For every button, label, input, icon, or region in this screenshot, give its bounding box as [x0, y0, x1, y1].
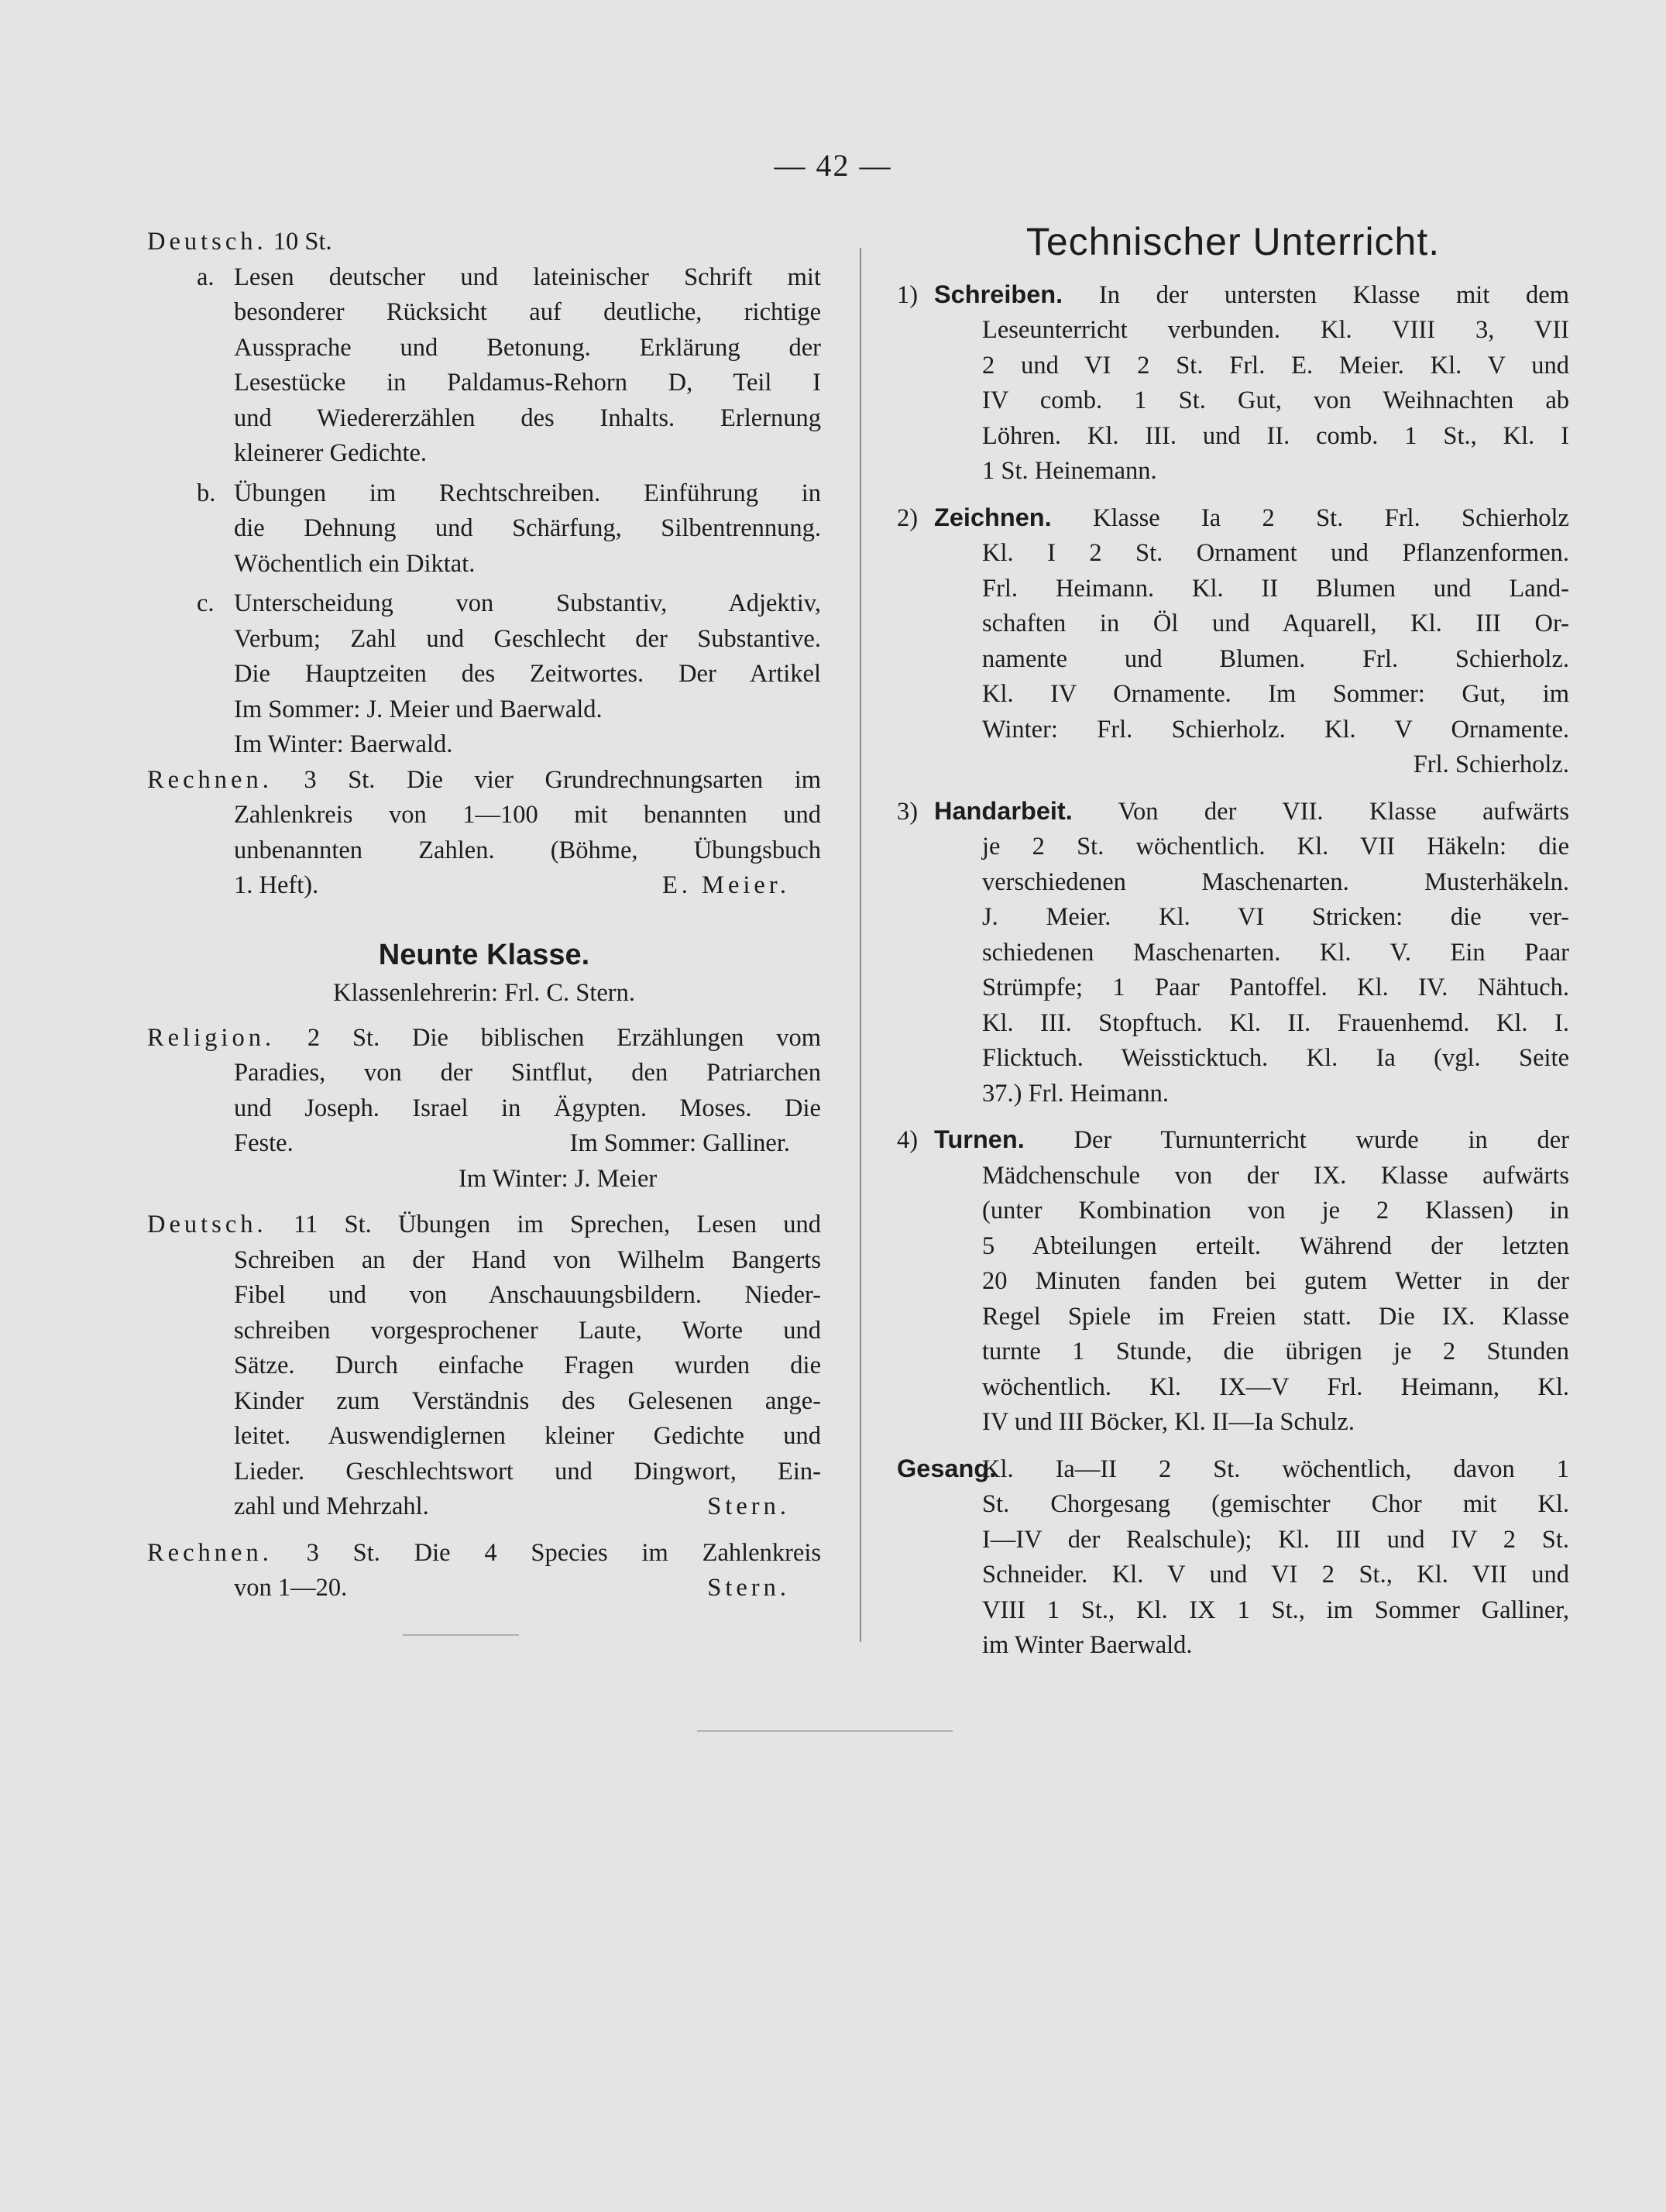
- last-line: [234, 1489, 821, 1525]
- text-line: Sätze. Durch einfache Fragen wurden die: [234, 1352, 821, 1379]
- gesang-head: Gesang.: [897, 1454, 997, 1482]
- turnen-section: [897, 1122, 1569, 1441]
- text-line: Frl. Schierholz.: [1413, 750, 1569, 778]
- text-line: namente und Blumen. Frl. Schierholz.: [982, 644, 1569, 673]
- text-line: J. Meier. Kl. VI Stricken: die ver-: [982, 903, 1569, 931]
- zeichnen-section: [897, 500, 1569, 783]
- text-line: Der Turnunterricht wurde in der: [1073, 1126, 1569, 1154]
- column-divider: [860, 248, 861, 1642]
- left-column: [147, 225, 821, 1606]
- schreiben-section: [897, 277, 1569, 489]
- deutsch-8-head: Deutsch.: [147, 228, 267, 256]
- deutsch-8-hours: 10 St.: [273, 228, 332, 256]
- text-line: Die Hauptzeiten des Zeitwortes. Der Artikel: [234, 660, 821, 688]
- neunte-klasse-subtitle: Klassenlehrerin: Frl. C. Stern.: [333, 979, 635, 1007]
- text-line: Zahlenkreis von 1—100 mit benannten und: [234, 801, 821, 829]
- rechnen-9-head: Rechnen.: [147, 1538, 273, 1567]
- text-line: (unter Kombination von je 2 Klassen) in: [982, 1197, 1569, 1224]
- text-line: besonderer Rücksicht auf deutliche, richtige: [234, 298, 821, 326]
- text-line: Regel Spiele im Freien statt. Die IX. Klasse: [982, 1302, 1569, 1331]
- religion-9: [147, 1021, 821, 1197]
- text-line: IV comb. 1 St. Gut, von Weihnachten ab: [982, 386, 1569, 414]
- right-column: [897, 220, 1570, 1664]
- summer-teacher: Im Sommer: J. Meier und Baerwald.: [234, 695, 603, 723]
- text-line: 37.) Frl. Heimann.: [982, 1079, 1170, 1108]
- turnen-head: Turnen.: [934, 1125, 1025, 1153]
- text-line: Flicktuch. Weissticktuch. Kl. Ia (vgl. Seite: [982, 1044, 1569, 1072]
- teacher-name: Stern.: [707, 1574, 790, 1602]
- handarbeit-section: [897, 794, 1569, 1112]
- text-line: turnte 1 Stunde, die übrigen je 2 Stunden: [982, 1338, 1569, 1365]
- text-line: unbenannten Zahlen. (Böhme, Übungsbuch: [234, 836, 821, 864]
- zeichnen-head: Zeichnen.: [934, 503, 1052, 531]
- text-line: im Winter Baerwald.: [982, 1631, 1193, 1659]
- text-line: Strümpfe; 1 Paar Pantoffel. Kl. IV. Nähtuch.: [982, 974, 1569, 1001]
- text-line: verschiedenen Maschenarten. Musterhäkeln.: [982, 867, 1569, 896]
- text-line: Leseunterricht verbunden. Kl. VIII 3, VII: [982, 316, 1569, 344]
- religion-9-head: Religion.: [147, 1023, 276, 1052]
- text-line: In der untersten Klasse mit dem: [1098, 280, 1570, 309]
- item-number: 3): [897, 797, 919, 826]
- text-line: zahl und Mehrzahl.: [234, 1492, 429, 1520]
- text-line: kleinerer Gedichte.: [234, 439, 428, 467]
- text-line: Unterscheidung von Substantiv, Adjektiv,: [234, 589, 821, 617]
- text-line: Kinder zum Verständnis des Gelesenen ange-: [234, 1386, 821, 1415]
- text-line: Von der VII. Klasse aufwärts: [1118, 797, 1569, 826]
- text-line: wöchentlich. Kl. IX—V Frl. Heimann, Kl.: [982, 1372, 1569, 1401]
- deutsch-9-head: Deutsch.: [147, 1211, 267, 1238]
- teacher-name: Stern.: [707, 1492, 790, 1520]
- text-line: Paradies, von der Sintflut, den Patriarchen: [234, 1059, 821, 1087]
- item-label: c.: [197, 589, 215, 617]
- text-line: 11 St. Übungen im Sprechen, Lesen und: [293, 1211, 821, 1238]
- text-line: leitet. Auswendiglernen kleiner Gedichte und: [234, 1422, 821, 1450]
- text-line: Kl. IV Ornamente. Im Sommer: Gut, im: [982, 680, 1569, 708]
- text-line: Frl. Heimann. Kl. II Blumen und Land-: [982, 574, 1569, 603]
- item-label: a.: [197, 263, 215, 291]
- text-line: schreiben vorgesprochener Laute, Worte und: [234, 1316, 821, 1345]
- deutsch-8-b: [147, 476, 821, 582]
- text-line: Lesestücke in Paldamus-Rehorn D, Teil I: [234, 369, 821, 397]
- text-line: I—IV der Realschule); Kl. III und IV 2 St.: [982, 1525, 1569, 1554]
- deutsch-9: [147, 1207, 821, 1525]
- left-end-rule: [403, 1634, 519, 1636]
- rechnen-8-head: Rechnen.: [147, 765, 273, 794]
- text-line: Feste.: [234, 1129, 294, 1157]
- text-line: Kl. Ia—II 2 St. wöchentlich, davon 1: [982, 1455, 1569, 1483]
- text-line: Mädchenschule von der IX. Klasse aufwärts: [982, 1161, 1569, 1190]
- rechnen-8: [147, 763, 821, 904]
- last-line: [234, 1126, 821, 1162]
- last-line: [234, 1571, 821, 1606]
- text-line: 3 St. Die vier Grundrechnungsarten im: [304, 765, 821, 794]
- text-line: 3 St. Die 4 Species im Zahlenkreis: [306, 1538, 822, 1567]
- text-line: Wöchentlich ein Diktat.: [234, 549, 476, 578]
- winter-teacher: Im Winter: Baerwald.: [234, 730, 453, 758]
- text-line: 2 und VI 2 St. Frl. E. Meier. Kl. V und: [982, 351, 1569, 380]
- item-number: 1): [897, 280, 919, 309]
- item-number: 4): [897, 1126, 919, 1154]
- text-line: von 1—20.: [234, 1574, 348, 1602]
- text-line: VIII 1 St., Kl. IX 1 St., im Sommer Galliner,: [982, 1595, 1569, 1624]
- text-line: Löhren. Kl. III. und II. comb. 1 St., Kl. I: [982, 421, 1569, 450]
- schreiben-head: Schreiben.: [934, 280, 1063, 308]
- page-end-rule: [697, 1730, 953, 1732]
- text-line: Kl. I 2 St. Ornament und Pflanzenformen.: [982, 539, 1569, 567]
- neunte-klasse-title: Neunte Klasse.: [378, 938, 590, 971]
- text-line: Schreiben an der Hand von Wilhelm Bangerts: [234, 1245, 821, 1274]
- gesang-section: [897, 1451, 1569, 1664]
- text-line: Lesen deutscher und lateinischer Schrift mit: [234, 263, 821, 291]
- text-line: Fibel und von Anschauungsbildern. Nieder-: [234, 1281, 821, 1309]
- text-line: Verbum; Zahl und Geschlecht der Substantive.: [234, 624, 821, 653]
- deutsch-8-header: [147, 225, 821, 260]
- text-line: und Wiedererzählen des Inhalts. Erlernung: [234, 404, 821, 432]
- text-line: 1. Heft).: [234, 871, 319, 899]
- text-line: und Joseph. Israel in Ägypten. Moses. Die: [234, 1094, 821, 1122]
- text-line: schiedenen Maschenarten. Kl. V. Ein Paar: [982, 938, 1569, 967]
- last-line: [234, 868, 821, 904]
- winter-teacher: Im Winter: J. Meier: [459, 1164, 658, 1193]
- text-line: Klasse Ia 2 St. Frl. Schierholz: [1093, 503, 1569, 532]
- text-line: IV und III Böcker, Kl. II—Ia Schulz.: [982, 1408, 1355, 1436]
- deutsch-8-c: [147, 586, 821, 763]
- text-line: 5 Abteilungen erteilt. Während der letzten: [982, 1231, 1569, 1260]
- page-number: — 42 —: [774, 148, 892, 183]
- handarbeit-head: Handarbeit.: [934, 796, 1073, 825]
- text-line: Aussprache und Betonung. Erklärung der: [234, 333, 821, 362]
- text-line: schaften in Öl und Aquarell, Kl. III Or-: [982, 610, 1569, 637]
- deutsch-8-a: [147, 260, 821, 472]
- text-line: Übungen im Rechtschreiben. Einführung in: [234, 479, 821, 507]
- text-line: Kl. III. Stopftuch. Kl. II. Frauenhemd. Kl. I.: [982, 1008, 1569, 1037]
- item-label: b.: [197, 479, 216, 507]
- text-line: die Dehnung und Schärfung, Silbentrennung.: [234, 514, 821, 542]
- item-number: 2): [897, 503, 919, 532]
- text-line: St. Chorgesang (gemischter Chor mit Kl.: [982, 1490, 1569, 1518]
- summer-teacher: Im Sommer: Galliner.: [569, 1129, 790, 1157]
- technischer-unterricht-title: Technischer Unterricht.: [1025, 220, 1441, 263]
- rechnen-9: [147, 1536, 821, 1606]
- text-line: Schneider. Kl. V und VI 2 St., Kl. VII und: [982, 1561, 1569, 1589]
- text-line: 1 St. Heinemann.: [982, 457, 1157, 485]
- teacher-name: E. Meier.: [661, 871, 790, 899]
- text-line: Lieder. Geschlechtswort und Dingwort, Ein-: [234, 1457, 821, 1486]
- text-line: je 2 St. wöchentlich. Kl. VII Häkeln: die: [982, 833, 1569, 860]
- text-line: 20 Minuten fanden bei gutem Wetter in der: [982, 1267, 1569, 1295]
- text-line: 2 St. Die biblischen Erzählungen vom: [307, 1023, 821, 1052]
- text-line: Winter: Frl. Schierholz. Kl. V Ornamente.: [982, 715, 1569, 744]
